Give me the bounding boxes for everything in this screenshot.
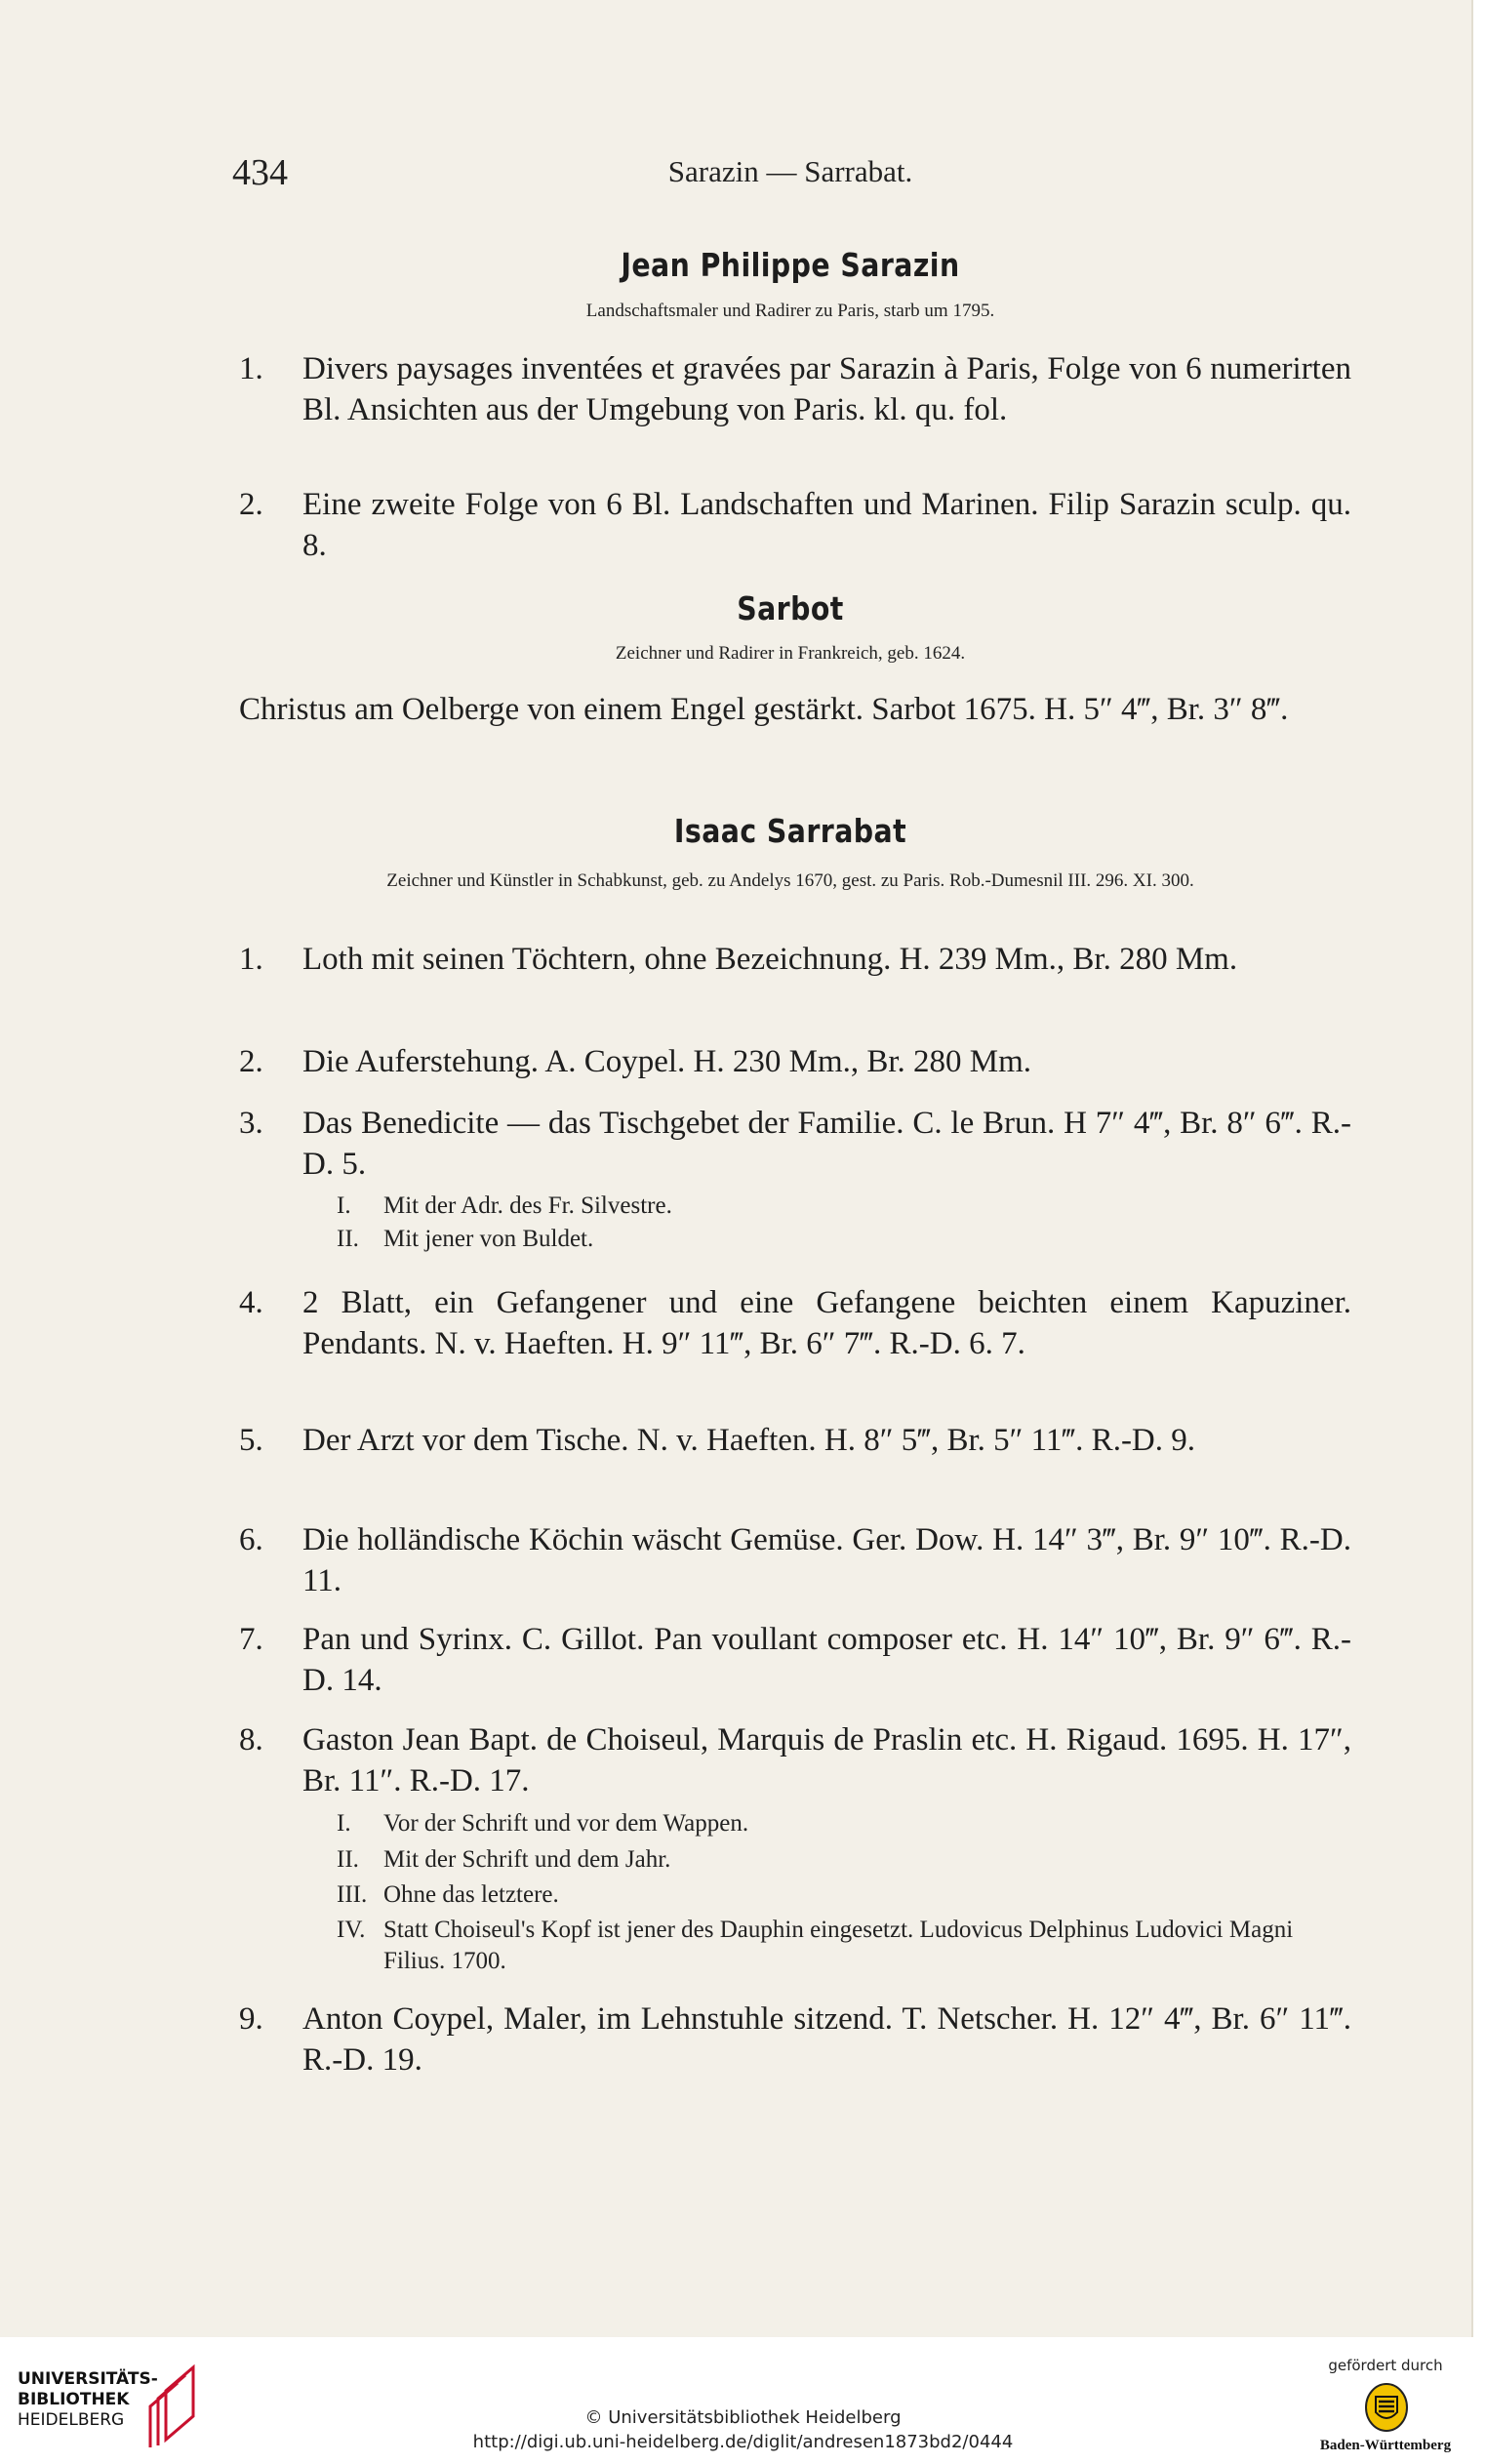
state-number: III.	[337, 1881, 368, 1908]
entry-number: 1.	[239, 351, 263, 386]
coat-of-arms-icon	[1364, 2381, 1409, 2434]
entry-text: Loth mit seinen Töchtern, ohne Bezeichnung. H. 239 Mm., Br. 280 Mm.	[302, 942, 1238, 977]
state-number: II.	[337, 1846, 359, 1873]
section-subtitle: Landschaftsmaler und Radirer zu Paris, starb um 1795.	[585, 301, 995, 321]
permalink-url[interactable]: http://digi.ub.uni-heidelberg.de/diglit/andresen1873bd2/0444	[472, 2432, 1014, 2452]
entry-text: Gaston Jean Bapt. de Choiseul, Marquis de Praslin etc. H. Rigaud. 1695. H. 17″, Br. 11″. R.-D. 17.	[302, 1722, 1351, 1798]
copyright-notice: © Universitätsbibliothek Heidelberg	[584, 2407, 902, 2428]
entry-text: Anton Coypel, Maler, im Lehnstuhle sitzend. T. Netscher. H. 12″ 4‴, Br. 6″ 11‴. R.-D. 19.	[302, 2001, 1351, 2078]
catalogue-entry	[239, 484, 1351, 566]
section-heading: Isaac Sarrabat	[673, 812, 907, 850]
entry-text: Pan und Syrinx. C. Gillot. Pan voullant composer etc. H. 14″ 10‴, Br. 9″ 6‴. R.-D. 14.	[302, 1622, 1351, 1698]
state-line	[337, 1915, 1351, 1977]
state-line	[337, 1224, 1351, 1255]
state-text: Mit jener von Buldet.	[383, 1226, 594, 1252]
state-number: II.	[337, 1226, 359, 1252]
catalogue-entry	[239, 1420, 1351, 1461]
entry-text: 2 Blatt, ein Gefangener und eine Gefangene beichten einem Kapuziner. Pendants. N. v. Haeften. H. 9″ 11‴, Br. 6″ 7‴. R.-D. 6. 7.	[302, 1285, 1351, 1361]
catalogue-entry	[239, 939, 1351, 980]
library-name-line: UNIVERSITÄTS-	[18, 2369, 158, 2389]
state-text: Vor der Schrift und vor dem Wappen.	[383, 1810, 749, 1837]
entry-number: 8.	[239, 1722, 263, 1757]
state-line	[337, 1808, 1351, 1839]
section-heading: Sarbot	[737, 589, 844, 627]
entry-number: 6.	[239, 1522, 263, 1557]
state-text: Mit der Adr. des Fr. Silvestre.	[383, 1192, 672, 1219]
library-name-line: HEIDELBERG	[18, 2410, 125, 2430]
entry-text: Eine zweite Folge von 6 Bl. Landschaften und Marinen. Filip Sarazin sculp. qu. 8.	[302, 487, 1351, 563]
funding-note: gefördert durch	[1328, 2357, 1443, 2374]
page-number: 434	[232, 152, 288, 193]
entry-number: 2.	[239, 1044, 263, 1079]
running-head: Sarazin — Sarrabat.	[667, 154, 913, 188]
catalogue-entry	[239, 348, 1351, 430]
catalogue-entry	[239, 1519, 1351, 1601]
entry-text: Der Arzt vor dem Tische. N. v. Haeften. H. 8″ 5‴, Br. 5″ 11‴. R.-D. 9.	[302, 1423, 1196, 1458]
entry-number: 4.	[239, 1285, 263, 1320]
catalogue-entry	[239, 1719, 1351, 1801]
state-text: Statt Choiseul's Kopf ist jener des Dauphin eingesetzt. Ludovicus Delphinus Ludovici Magni Filius. 1700.	[383, 1917, 1294, 1974]
funder-name: Baden-Württemberg	[1319, 2438, 1452, 2453]
entry-text: Christus am Oelberge von einem Engel gestärkt. Sarbot 1675. H. 5″ 4‴, Br. 3″ 8‴.	[239, 692, 1289, 727]
section-heading: Jean Philippe Sarazin	[621, 246, 960, 284]
state-number: IV.	[337, 1917, 366, 1943]
state-text: Mit der Schrift und dem Jahr.	[383, 1846, 671, 1873]
state-line	[337, 1191, 1351, 1222]
entry-number: 2.	[239, 487, 263, 522]
entry-number: 1.	[239, 942, 263, 977]
library-name-line: BIBLIOTHEK	[18, 2390, 130, 2409]
catalogue-entry	[239, 1619, 1351, 1701]
entry-text: Die Auferstehung. A. Coypel. H. 230 Mm., Br. 280 Mm.	[302, 1044, 1032, 1079]
entry-text: Die holländische Köchin wäscht Gemüse. Ger. Dow. H. 14″ 3‴, Br. 9″ 10‴. R.-D. 11.	[302, 1522, 1351, 1598]
section-subtitle: Zeichner und Künstler in Schabkunst, geb. zu Andelys 1670, gest. zu Paris. Rob.-Dumesnil III. 296. XI. 300.	[386, 870, 1194, 891]
catalogue-entry	[239, 1999, 1351, 2080]
state-number: I.	[337, 1192, 351, 1219]
section-subtitle: Zeichner und Radirer in Frankreich, geb. 1624.	[615, 643, 966, 664]
state-text: Ohne das letztere.	[383, 1881, 559, 1908]
state-line	[337, 1844, 1351, 1876]
entry-number: 7.	[239, 1622, 263, 1657]
state-number: I.	[337, 1810, 351, 1837]
entry-number: 9.	[239, 2001, 263, 2037]
entry-number: 3.	[239, 1106, 263, 1141]
catalogue-entry	[239, 689, 1351, 730]
state-line	[337, 1879, 1351, 1911]
entry-text: Divers paysages inventées et gravées par Sarazin à Paris, Folge von 6 numerirten Bl. Ansichten aus der Umgebung von Paris. kl. qu. fol.	[302, 351, 1351, 427]
entry-text: Das Benedicite — das Tischgebet der Familie. C. le Brun. H 7″ 4‴, Br. 8″ 6‴. R.-D. 5.	[302, 1106, 1351, 1182]
catalogue-entry	[239, 1282, 1351, 1364]
entry-number: 5.	[239, 1423, 263, 1458]
catalogue-entry	[239, 1103, 1351, 1185]
catalogue-entry	[239, 1041, 1351, 1082]
